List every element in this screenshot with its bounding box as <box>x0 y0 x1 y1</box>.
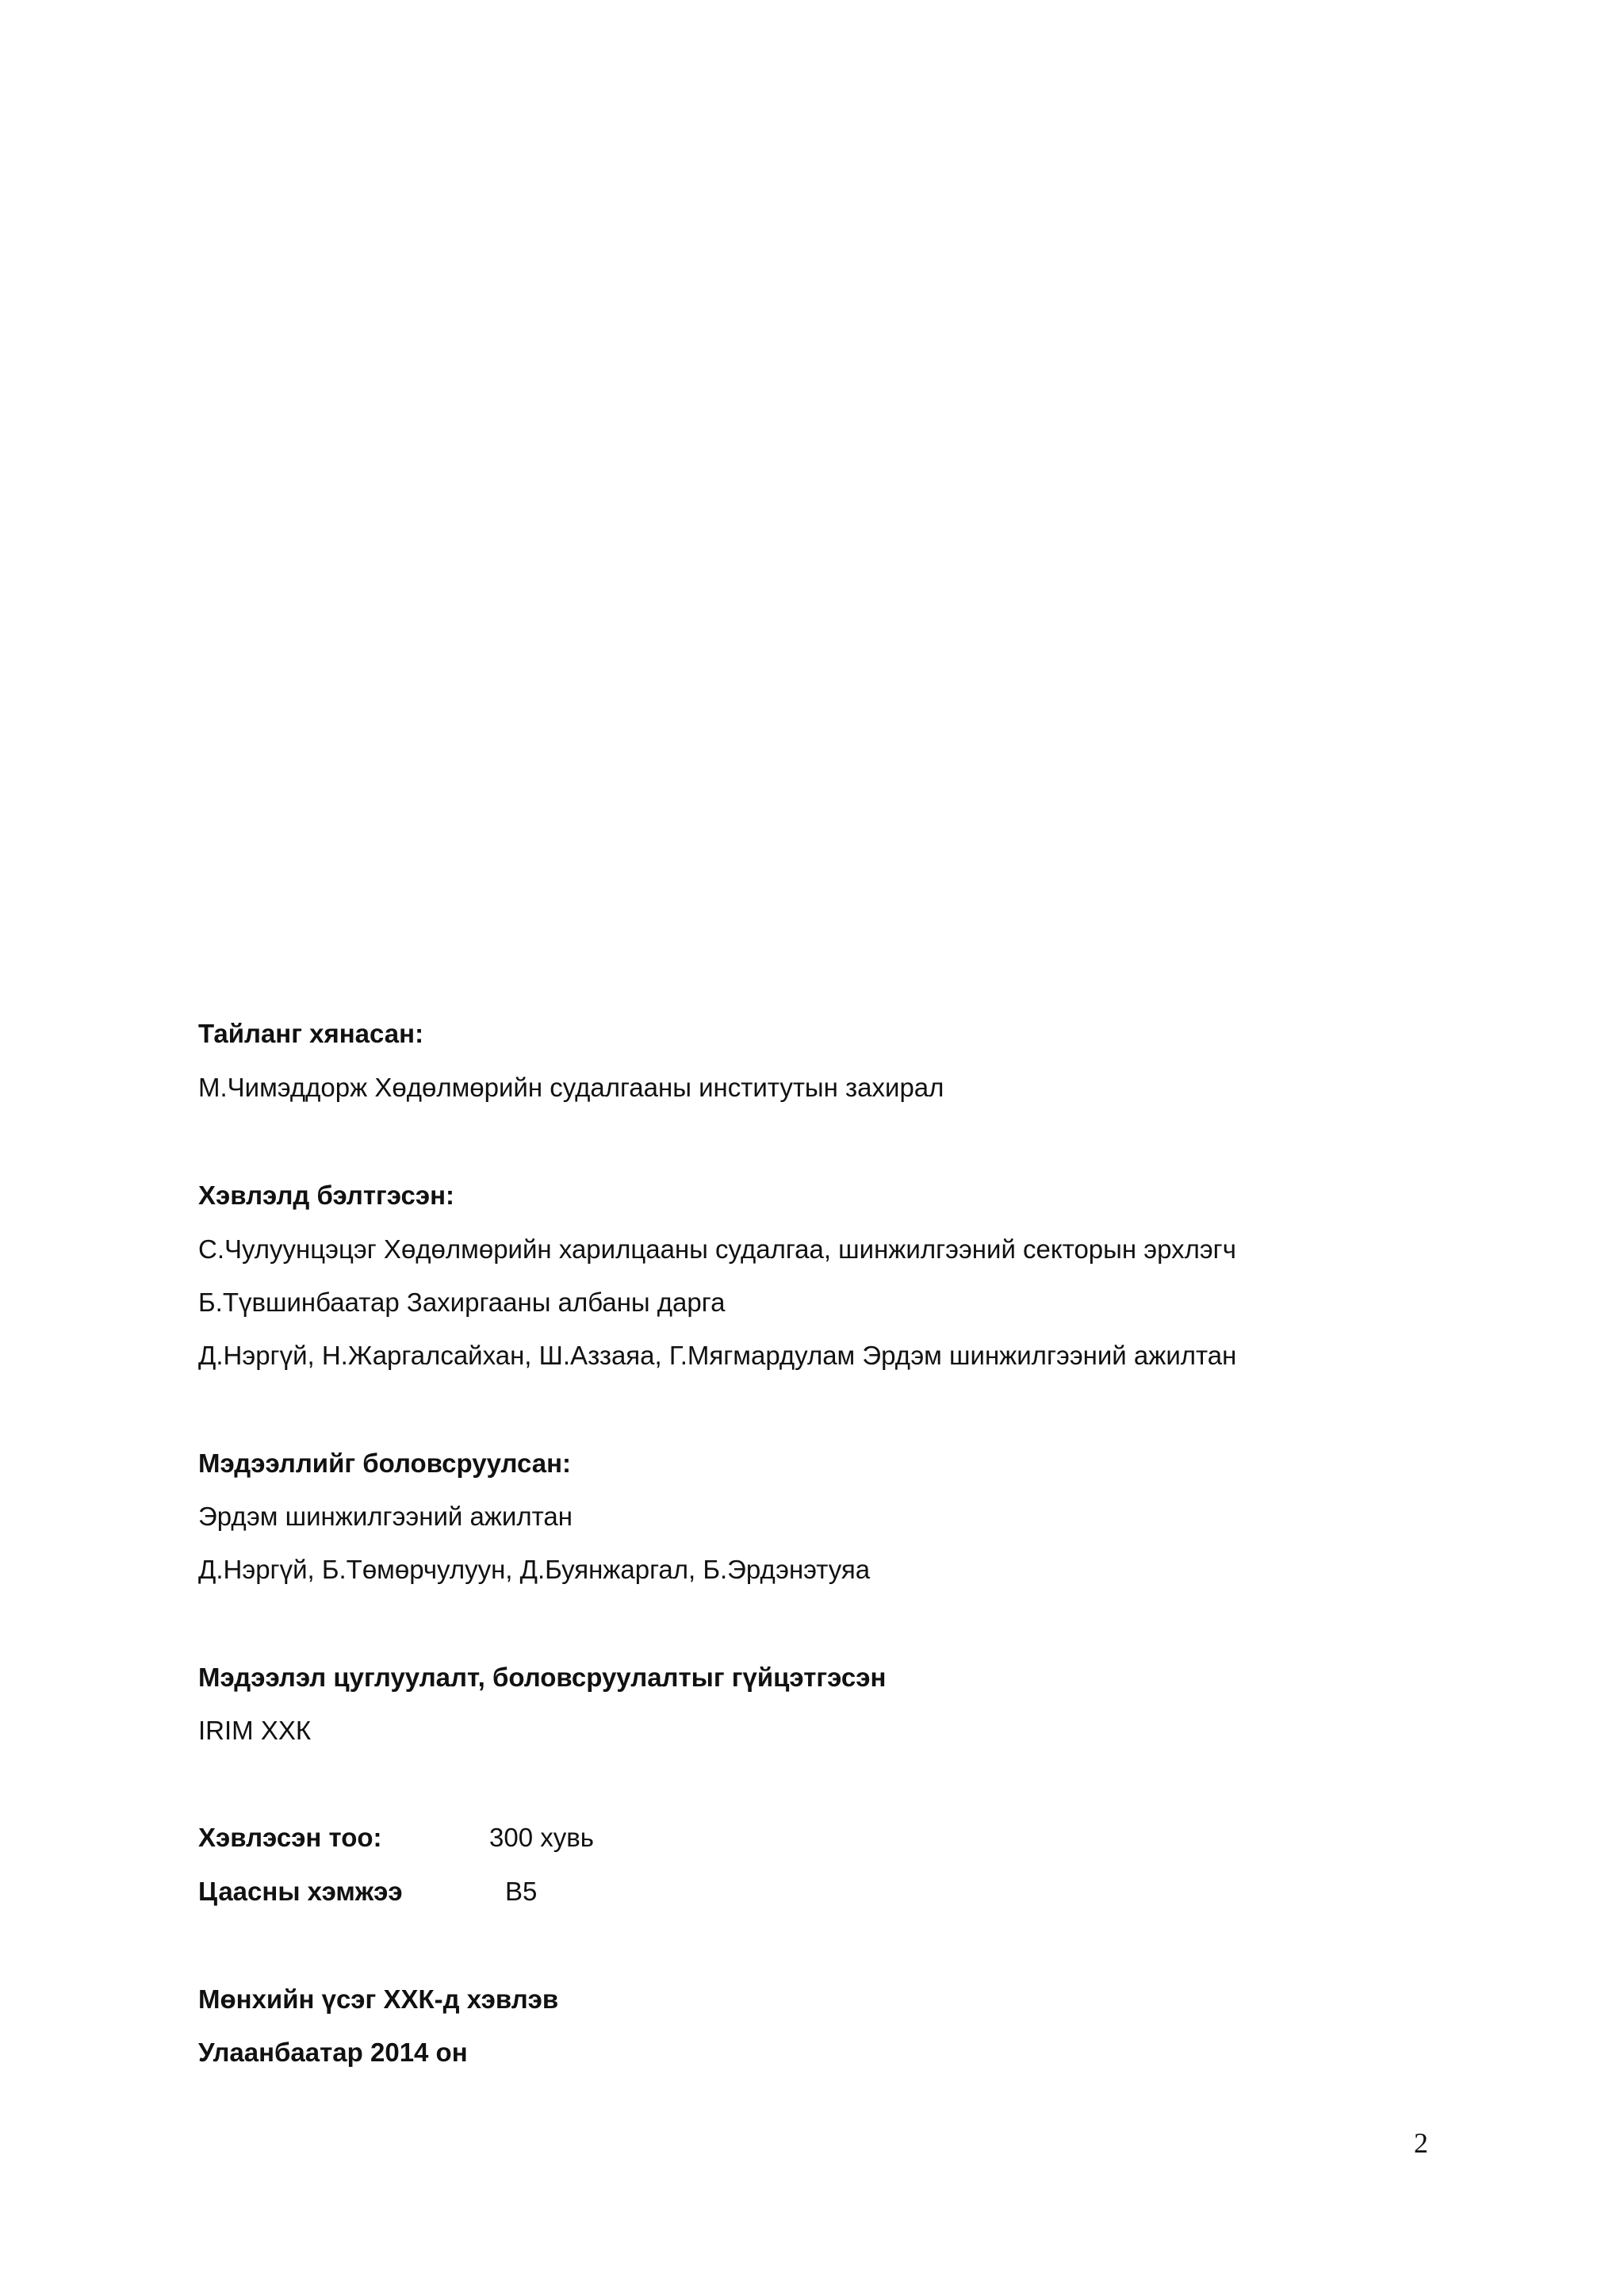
paper-size-label: Цаасны хэмжээ <box>198 1877 403 1906</box>
prepared-label: Хэвлэлд бэлтгэсэн: <box>198 1181 455 1210</box>
collection-company: IRIM ХХК <box>198 1716 312 1745</box>
paper-size-value: B5 <box>505 1877 538 1906</box>
copies-value: 300 хувь <box>489 1823 594 1852</box>
prepared-line-3: Д.Нэргүй, Н.Жаргалсайхан, Ш.Аззаяа, Г.Мягмардулам Эрдэм шинжилгээний ажилтан <box>198 1341 1237 1370</box>
processed-label: Мэдээллийг боловсруулсан: <box>198 1448 572 1478</box>
prepared-line-1: С.Чулуунцэцэг Хөдөлмөрийн харилцааны судалгаа, шинжилгээний секторын эрхлэгч <box>198 1234 1236 1264</box>
prepared-line-2: Б.Түвшинбаатар Захиргааны албаны дарга <box>198 1288 726 1317</box>
city-year: Улаанбаатар 2014 он <box>198 2038 468 2067</box>
processed-line-1: Эрдэм шинжилгээний ажилтан <box>198 1502 573 1531</box>
processed-line-2: Д.Нэргүй, Б.Төмөрчулуун, Д.Буянжаргал, Б.Эрдэнэтуяа <box>198 1555 871 1584</box>
page-number: 2 <box>1414 2127 1428 2159</box>
copies-label: Хэвлэсэн тоо: <box>198 1823 382 1852</box>
reviewed-person: М.Чимэддорж Хөдөлмөрийн судалгааны институтын захирал <box>198 1073 944 1102</box>
collection-label: Мэдээлэл цуглуулалт, боловсруулалтыг гүйцэтгэсэн <box>198 1663 887 1692</box>
reviewed-label: Тайланг хянасан: <box>198 1019 424 1048</box>
printer-line: Мөнхийн үсэг ХХК-д хэвлэв <box>198 1984 559 2014</box>
